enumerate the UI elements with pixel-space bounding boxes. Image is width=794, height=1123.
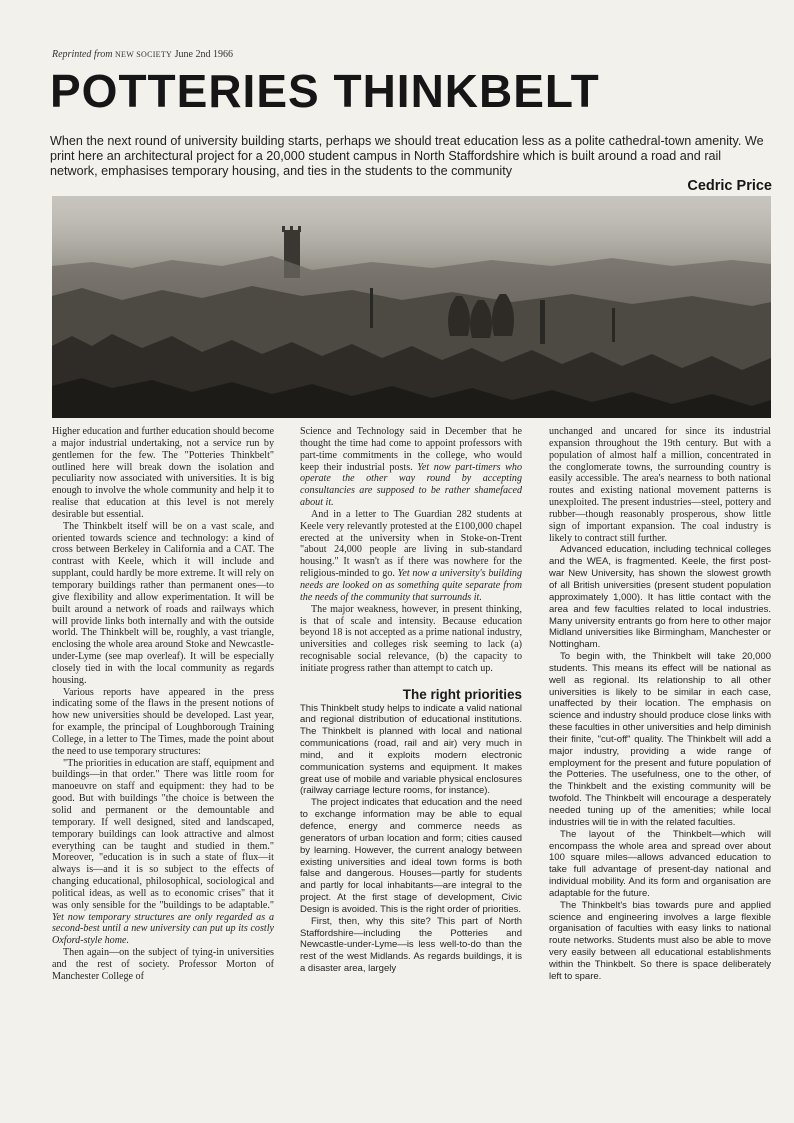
body-text: And in a letter to The Guardian 282 students at Keele very relevantly protested at the £100,000 chapel erected at the university when in Stoke-on-Trent "about 24,000 people are living in sub-standard housing." It wasn't as if there was nowhere for the religious-minded to go. <box>300 508 522 580</box>
paragraph: The project indicates that education and the need to exchange information may be able to equal defence, energy and commerce needs as generators of urban location and form; cities caused by learning. However, the current analogy between existing universities and ideal town forms is both false and dangerous. Houses—partly for students and partly for local inhabitants—are integral to the project. At the first stage of development, Civic Design is avoided. This is the right order of priorities. <box>300 797 522 915</box>
paragraph: The Thinkbelt's bias towards pure and applied science and engineering involves a large flexible organisation of faculties with easy links to national route networks. Students must also be able to move very easily between all educational establishments within the Thinkbelt. So there is space deliberately left to spare. <box>549 899 771 982</box>
paragraph: Higher education and further education should become a major industrial undertaking, not a service run by gentlemen for the few. The "Potteries Thinkbelt" outlined here will break down the isolation and peculiarity now associated with universities. It is big enough to involve the whole community and help it to realise that education at this level is not merely desirable but essential. <box>52 426 274 520</box>
quote-text: "The priorities in education are staff, equipment and buildings—in that order." There was little room for manoeuvre on staff and equipment: they had to be good. But with buildings "the choice is between the solid and permanent or the demountable and temporary. If well designed, sited and landscaped, temporary buildings can look attractive and almost everything can be taught and studied in them." Moreover, "education is in such a state of flux—it always is—and it is so subject to the effects of changing educational, philosophical, sociological and political ideas, as well as to economic crises" that it was only sensible for the "buildings to be adaptable." <box>52 757 274 911</box>
paragraph <box>300 509 522 604</box>
reprint-source: NEW SOCIETY <box>114 50 173 59</box>
sans-section <box>549 544 771 982</box>
article-column-1 <box>52 426 274 983</box>
potteries-photo <box>52 196 771 418</box>
author-byline: Cedric Price <box>687 178 772 194</box>
reprint-label: Reprinted from <box>52 49 113 60</box>
paragraph: The layout of the Thinkbelt—which will encompass the whole area and spread over about 100 square miles—allows advanced education to take full advantage of present-day national and individual mobility. And its form and organisation are adaptable for the future. <box>549 828 771 899</box>
paragraph: Various reports have appeared in the press indicating some of the flaws in the present notions of how new universities should be developed. Last year, for example, the principal of Loughborough Training College, in a letter to The Times, made the point about the need to use temporary structures: <box>52 686 274 757</box>
emphasis-text: Yet now temporary structures are only regarded as a second-best until a new university can put up its costly Oxford-style home. <box>52 911 274 947</box>
paragraph <box>300 426 522 509</box>
paragraph: Then again—on the subject of tying-in universities and the rest of society. Professor Morton of Manchester College of <box>52 947 274 982</box>
subheading: The right priorities <box>402 686 522 702</box>
paragraph: This Thinkbelt study helps to indicate a valid national and regional distribution of educational institutions. The Thinkbelt is planned with local and national communications (road, rail and air) very much in mind, and it exploits modern electronic communication systems and equipment. It makes great use of mobile and variable physical enclosures (railway carriage lecture rooms, for instance). <box>300 702 522 797</box>
article-column-3 <box>549 426 771 983</box>
bottle-kilns <box>448 294 514 338</box>
body-text: Science and Technology said in December that he thought the time had come to appoint professors with part-time commitments in the college, who would keep their industrial posts. <box>300 426 522 473</box>
paragraph: The Thinkbelt itself will be on a vast scale, and oriented towards science and technology: a kind of cross between Berkeley in California and a CAT. The contrast with Keele, which it will include and supplant, could hardly be more extreme. It will rely on temporary buildings rather than permanent ones—to give flexibility and allow experimentation. It will be built around a network of roads and railways which will provide links both internally and with the outside world. The Thinkbelt will be, roughly, a vast triangle, enclosing the whole area around Stoke and Newcastle-under-Lyme (see map overleaf). It will be especially closely tied in with the local community as regards housing. <box>52 520 274 686</box>
paragraph: Advanced education, including technical colleges and the WEA, is fragmented. Keele, the first post-war New University, has shown the slowest growth of all British universities (present student population approximately 1,000). It has little contact with the area and few faculties related to local industries. Many university entrants go from here to other major Midland universities like Birmingham, Manchester or Nottingham. <box>549 544 771 651</box>
standfirst: When the next round of university building starts, perhaps we should treat education less as a polite cathedral-town amenity. We print here an architectural project for a 20,000 student campus in North Staffordshire which is built around a road and rail network, emphasises temporary housing, and ties in the students to the community <box>50 134 764 178</box>
paragraph: First, then, why this site? This part of North Staffordshire—including the Potteries and Newcastle-under-Lyme—is less well-to-do than the rest of the west Midlands. As regards buildings, it is a disaster area, largely <box>300 915 522 975</box>
reprint-date: June 2nd 1966 <box>174 49 233 60</box>
sans-section <box>300 703 522 975</box>
article-title: POTTERIES THINKBELT <box>50 65 600 117</box>
paragraph <box>52 758 274 948</box>
emphasis-text: Yet now a university's building needs are looked on as something quite separate from the needs of the community that surrounds it. <box>300 568 522 603</box>
article-column-2 <box>300 426 522 975</box>
paragraph: To begin with, the Thinkbelt will take 20,000 students. This means its effect will be national as well as regional. Its relationship to all other universities is likely to be similar in each case, unaffected by their location. The emphasis on science and industry should produce close links with these faculties in other universities and help diminish their finite, "cut-off" quality. The Thinkbelt will add a major industry, providing a wide range of employment for the present and future population of the Potteries. The usefulness, one to the other, of the Thinkbelt and the existing community will be twofold. The Thinkbelt will encourage a desperately needed tuning up of the amenities; while local industries will tie in with the related faculties. <box>549 651 771 828</box>
paragraph: unchanged and uncared for since its industrial expansion throughout the 19th century. But with a population of almost half a million, concentrated in the conglomerate towns, the surrounding country is easily accessible. The area's nearness to both national routes and existing national movement patterns is unexploited. The present industries—steel, pottery and rubber—though reasonably prosperous, show little sign of important expansion. The coal industry is likely to contract still further. <box>549 426 771 544</box>
paragraph: The major weakness, however, in present thinking, is that of scale and intensity. Because education beyond 18 is not accepted as a prime national industry, universities and colleges risk seeming to lack (a) recognisable social relevance, (b) the capacity to initiate progress rather than attempt to catch up. <box>300 603 522 674</box>
reprint-line <box>52 49 233 60</box>
emphasis-text: Yet now part-timers who operate the other way round by accepting consultancies are supposed to be rather shamefaced about it. <box>300 461 522 509</box>
